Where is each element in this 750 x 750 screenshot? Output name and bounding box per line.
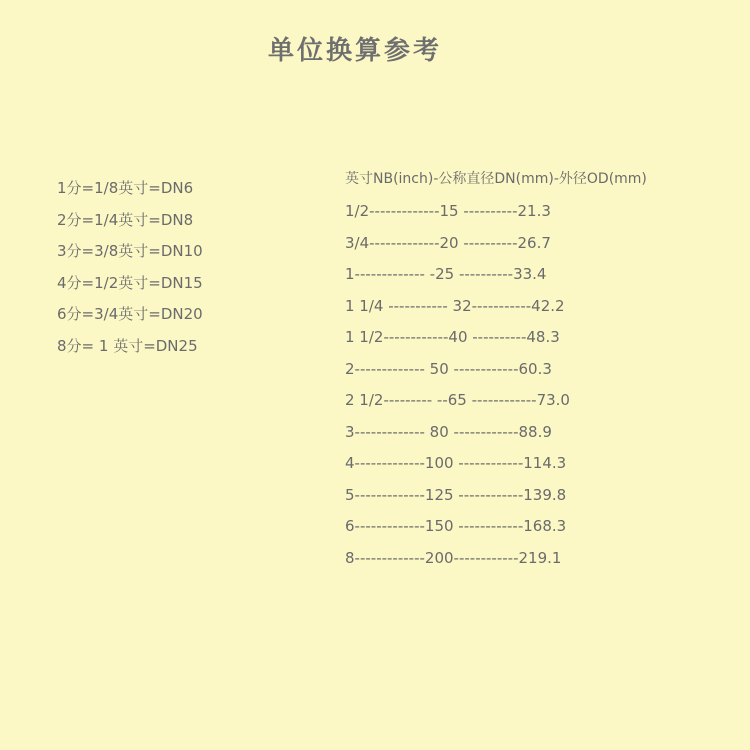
table-row: 3------------- 80 ------------88.9	[345, 422, 552, 441]
page-title: 单位换算参考	[267, 36, 442, 66]
list-item: 1分=1/8英寸=DN6	[57, 179, 194, 197]
table-row: 1 1/4 ----------- 32-----------42.2	[345, 296, 565, 315]
pipe-size-table	[345, 168, 647, 577]
table-row: 1 1/2------------40 ----------48.3	[345, 328, 560, 346]
table-row: 6-------------150 ------------168.3	[345, 517, 567, 535]
table-row: 1------------- -25 ----------33.4	[345, 265, 547, 283]
table-row: 2 1/2--------- --65 ------------73.0	[345, 391, 570, 409]
table-row: 4-------------100 ------------114.3	[345, 454, 567, 472]
table-row: 5-------------125 ------------139.8	[345, 485, 567, 504]
table-row: 1/2-------------15 ----------21.3	[345, 202, 551, 220]
list-item: 3分=3/8英寸=DN10	[57, 242, 203, 260]
table-row: 3/4-------------20 ----------26.7	[345, 233, 551, 252]
list-item: 4分=1/2英寸=DN15	[57, 273, 203, 292]
pipe-size-list	[345, 199, 647, 577]
list-item: 8分= 1 英寸=DN25	[57, 336, 198, 355]
list-item: 2分=1/4英寸=DN8	[57, 210, 194, 229]
list-item: 6分=3/4英寸=DN20	[57, 305, 203, 323]
table-header: 英寸NB(inch)-公称直径DN(mm)-外径OD(mm)	[345, 171, 647, 187]
table-row: 8-------------200------------219.1	[345, 548, 562, 567]
table-row: 2------------- 50 ------------60.3	[345, 359, 552, 378]
fraction-conversion-list	[57, 176, 203, 365]
